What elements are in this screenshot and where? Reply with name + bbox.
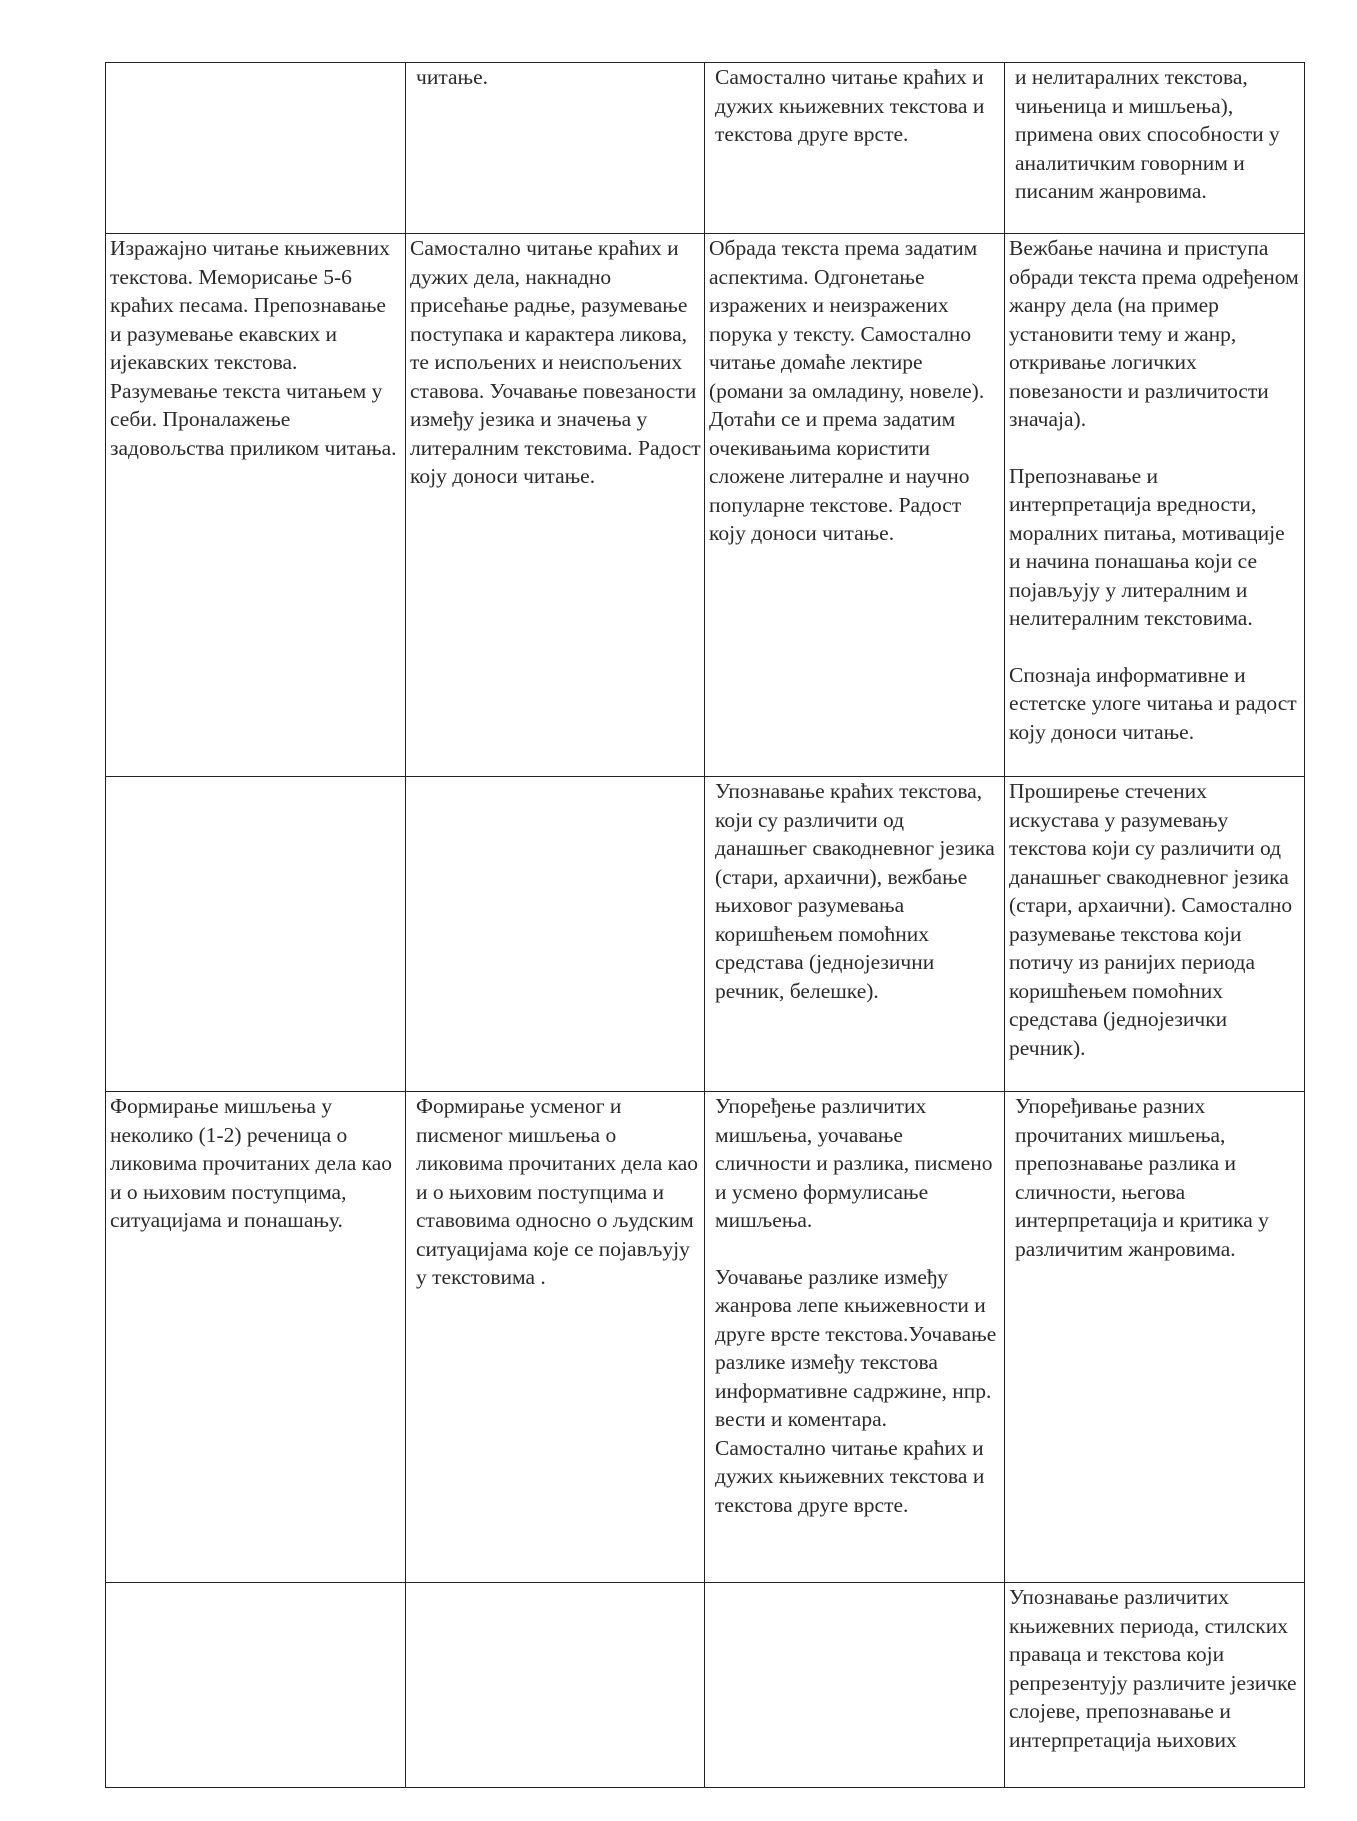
cell-paragraph: Самостално читање краћих и дужих дела, накнадно присећање радње, разумевање поступака и карактера ликова, те испољених и неиспољених ставова. Уочавање повезаности између језика и значења у литералним текстовима. Радост коју доноси читање.: [410, 236, 701, 488]
table-cell: [1005, 234, 1305, 777]
table-cell: [1005, 63, 1305, 234]
table-cell: [705, 234, 1005, 777]
table-cell: [705, 777, 1005, 1092]
table-cell: [106, 1583, 406, 1788]
cell-paragraph: и нелитаралних текстова, чињеница и мишљења), примена ових способности у аналитичким говорним и писаним жанровима.: [1015, 65, 1280, 203]
table-cell: [1005, 1583, 1305, 1788]
table-cell: [106, 1092, 406, 1583]
table-row: [106, 777, 1305, 1092]
table-cell: [406, 63, 705, 234]
curriculum-table: [105, 62, 1305, 1788]
table-cell: [406, 234, 705, 777]
table-cell: [406, 777, 705, 1092]
table-cell: [1005, 1092, 1305, 1583]
table-row: [106, 1583, 1305, 1788]
table-row: [106, 1092, 1305, 1583]
cell-paragraph: Проширење стечених искустава у разумевању текстова који су различити од данашњег свакодневног језика (стари, архаични). Самостално разумевање текстова који потичу из ранијих периода коришћењем помоћних средстава (једнојезички речник).: [1009, 779, 1293, 1060]
table-cell: [406, 1583, 705, 1788]
table-cell: [106, 234, 406, 777]
cell-paragraph: Изражајно читање књижевних текстова. Меморисање 5-6 краћих песама. Препознавање и разумевање екавских и ијекавских текстова. Разумевање текста читањем у себи. Проналажење задовољства приликом читања.: [110, 236, 397, 460]
cell-paragraph: Упознавање различитих књижевних периода, стилских праваца и текстова који репрезентују различите језичке слојеве, препознавање и интерпретација њихових: [1009, 1585, 1297, 1752]
table-cell: [705, 1583, 1005, 1788]
cell-paragraph: Уочавање разлике између жанрова лепе књижевности и друге врсте текстова.Уочавање разлике између текстова информативне садржине, нпр. вести и коментара. Самостално читање краћих и дужих књижевних текстова и текстова друге врсте.: [715, 1264, 997, 1517]
table-cell: [106, 777, 406, 1092]
table-cell: [1005, 777, 1305, 1092]
cell-paragraph: Самостално читање краћих и дужих књижевних текстова и текстова друге врсте.: [715, 65, 985, 146]
table-row: [106, 63, 1305, 234]
table-cell: [106, 63, 406, 234]
cell-paragraph: читање.: [416, 65, 488, 89]
cell-paragraph: Вежбање начина и приступа обради текста према одређеном жанру дела (на пример установити тему и жанр, откривање логичких повезаности и различитости значаја).: [1009, 236, 1299, 431]
table-row: [106, 234, 1305, 777]
cell-paragraph: Формирање мишљења у неколико (1-2) реченица о ликовима прочитаних дела као и о њиховим поступцима, ситуацијама и понашању.: [110, 1094, 393, 1232]
cell-paragraph: Препознавање и интерпретација вредности, моралних питања, мотивације и начина понашања који се појављују у литералним и нелитералним текстовима.: [1009, 463, 1285, 630]
cell-paragraph: Упоређивање разних прочитаних мишљења, препознавање разлика и сличности, његова интерпретација и критика у различитим жанровима.: [1015, 1094, 1269, 1261]
table-cell: [705, 63, 1005, 234]
cell-paragraph: Упоређење различитих мишљења, уочавање сличности и разлика, писмено и усмено формулисање мишљења.: [715, 1094, 993, 1232]
table-cell: [705, 1092, 1005, 1583]
cell-paragraph: Формирање усменог и писменог мишљења о ликовима прочитаних дела као и о њиховим поступцима и ставовима односно о људским ситуацијама које се појављују у текстовима .: [416, 1094, 699, 1289]
cell-paragraph: Обрада текста према задатим аспектима. Одгонетање изражених и неизражених порука у тексту. Самостално читање домаће лектире (романи за омладину, новеле). Дотаћи се и према задатим очекивањима користити сложене литералне и научно популарне текстове. Радост коју доноси читање.: [709, 236, 985, 545]
table-cell: [406, 1092, 705, 1583]
cell-paragraph: Спознаја информативне и естетске улоге читања и радост коју доноси читање.: [1009, 662, 1297, 744]
cell-paragraph: Упознавање краћих текстова, који су различити од данашњег свакодневног језика (стари, архаични), вежбање њиховог разумевања коришћењем помоћних средстава (једнојезични речник, белешке).: [715, 779, 995, 1003]
